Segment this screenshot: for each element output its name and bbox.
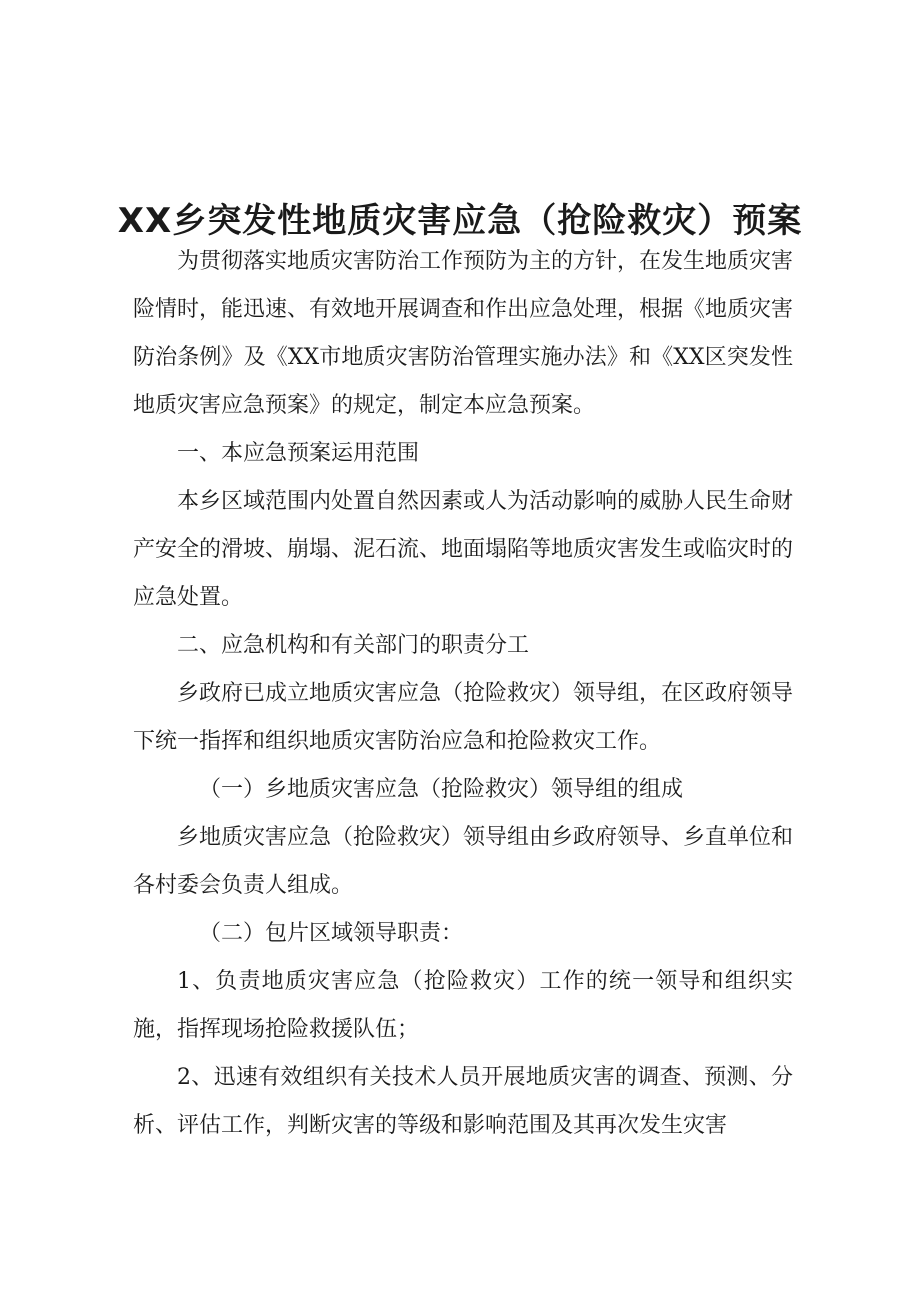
subheading-responsibilities: （二）包片区域领导职责：: [199, 921, 464, 946]
paragraph-composition: 乡地质灾害应急（抢险救灾）领导组由乡政府领导、乡直单位和各村委会负责人组成。: [133, 825, 794, 898]
list-item-2: 2、迅速有效组织有关技术人员开展地质灾害的调查、预测、分析、评估工作，判断灾害的等级和影响范围及其再次发生灾害: [133, 1065, 793, 1138]
section-heading-duties: 二、应急机构和有关部门的职责分工: [177, 633, 530, 658]
section-heading-scope: 一、本应急预案运用范围: [177, 441, 420, 466]
subheading-composition: （一）乡地质灾害应急（抢险救灾）领导组的组成: [199, 777, 684, 802]
paragraph-intro: 为贯彻落实地质灾害防治工作预防为主的方针，在发生地质灾害险情时，能迅速、有效地开展调查和作出应急处理，根据《地质灾害防治条例》及《XX市地质灾害防治管理实施办法》和《XX区突发性地质灾害应急预案》的规定，制定本应急预案。: [133, 249, 794, 418]
list-item-1: 1、负责地质灾害应急（抢险救灾）工作的统一领导和组织实施，指挥现场抢险救援队伍；: [133, 969, 793, 1042]
document-title: XX乡突发性地质灾害应急（抢险救灾）预案: [117, 200, 803, 241]
paragraph-leadership: 乡政府已成立地质灾害应急（抢险救灾）领导组，在区政府领导下统一指挥和组织地质灾害防治应急和抢险救灾工作。: [133, 681, 794, 754]
paragraph-scope: 本乡区域范围内处置自然因素或人为活动影响的威胁人民生命财产安全的滑坡、崩塌、泥石流、地面塌陷等地质灾害发生或临灾时的应急处置。: [133, 489, 794, 610]
